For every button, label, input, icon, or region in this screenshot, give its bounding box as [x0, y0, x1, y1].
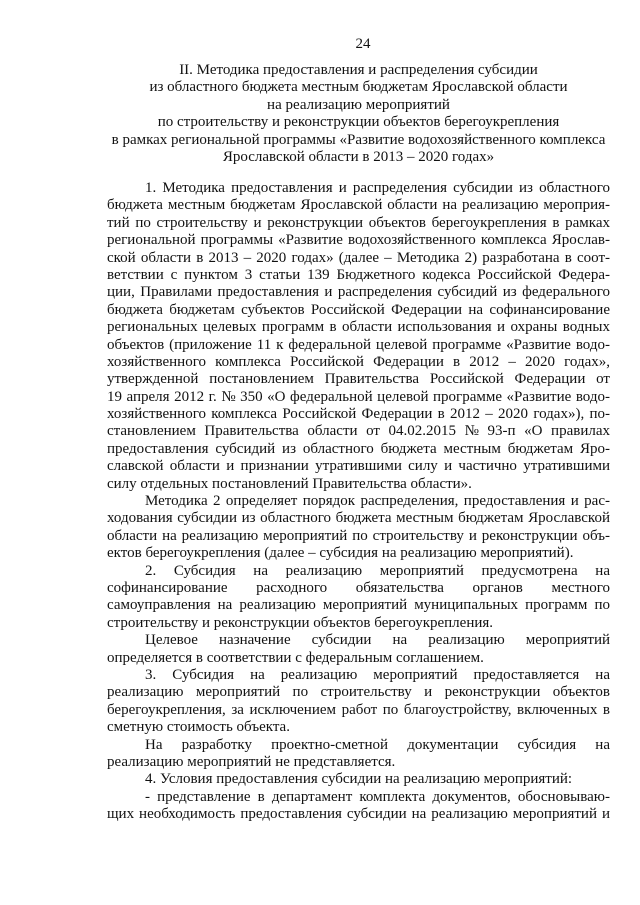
text-line: сметную стоимость объекта. — [107, 719, 290, 736]
text-line: 4. Условия предоставления субсидии на реализацию мероприятий: — [145, 771, 573, 788]
text-line: силу отдельных постановлений Правительства области». — [107, 475, 472, 492]
text-line: берегоукрепления, за исключением работ по благоустройству, включенных в — [107, 701, 610, 718]
text-line: софинансирование расходного обязательства органов местного — [107, 579, 610, 596]
text-line: Методика 2 определяет порядок распределения, предоставления и рас- — [145, 493, 610, 510]
text-line: бюджета местным бюджетам Ярославской области на реализацию мероприя- — [107, 197, 610, 214]
paragraph-2 — [107, 493, 610, 563]
section-title — [107, 62, 610, 166]
text-line: ходования субсидии из областного бюджета местным бюджетам Ярославской — [107, 510, 610, 527]
paragraph-7 — [107, 771, 610, 788]
text-line: ской области в 2013 – 2020 годах» (далее – Методика 2) разработана в соот- — [107, 249, 610, 266]
section-title-line: Ярославской области в 2013 – 2020 годах» — [222, 148, 495, 165]
text-line: 1. Методика предоставления и распределения субсидии из областного — [145, 180, 610, 196]
text-line: - представление в департамент комплекта документов, обосновываю- — [145, 788, 610, 805]
paragraph-5 — [107, 667, 610, 737]
text-line: предоставления субсидий из областного бюджета местным бюджетам Яро- — [107, 440, 610, 457]
text-line: ектов берегоукрепления (далее – субсидия на реализацию мероприятий). — [107, 545, 574, 562]
text-line: хозяйственного комплекса Российской Федерации в 2012 – 2020 годах»), по- — [107, 406, 610, 423]
page-number: 24 — [355, 36, 371, 52]
section-title-line: из областного бюджета местным бюджетам Ярославской области — [149, 79, 568, 96]
text-line: Целевое назначение субсидии на реализацию мероприятий — [145, 632, 610, 649]
text-line: реализацию мероприятий по строительству и реконструкции объектов — [107, 684, 610, 701]
text-line: определяется в соответствии с федеральным соглашением. — [107, 649, 484, 666]
text-line: славской области и признании утратившими силу и частично утратившими — [107, 458, 610, 475]
text-line: региональных целевых программ в области использования и охраны водных — [107, 319, 610, 336]
text-line: бюджета бюджетам субъектов Российской Федерации на софинансирование — [107, 301, 610, 318]
text-line: щих необходимость предоставления субсидии на реализацию мероприятий и — [107, 806, 610, 823]
section-title-line: II. Методика предоставления и распределения субсидии — [179, 62, 538, 78]
section-title-line: на реализацию мероприятий — [267, 96, 450, 113]
text-line: самоуправления на реализацию мероприятий муниципальных программ по — [107, 597, 610, 614]
text-line: становлением Правительства области от 04.02.2015 № 93-п «О правилах — [107, 423, 610, 440]
text-line: строительству и реконструкции объектов берегоукрепления. — [107, 614, 494, 631]
text-line: области на реализацию мероприятий по строительству и реконструкции объ- — [107, 527, 610, 544]
text-line: тий по строительству и реконструкции объектов берегоукрепления в рамках — [107, 214, 610, 231]
paragraph-8 — [107, 789, 610, 824]
text-line: реализацию мероприятий не представляется. — [107, 753, 396, 770]
text-line: 2. Субсидия на реализацию мероприятий предусмотрена на — [145, 562, 610, 579]
paragraph-1 — [107, 180, 610, 493]
text-line: ции, Правилами предоставления и распределения субсидий из федерального — [107, 284, 610, 301]
body-text — [107, 180, 610, 823]
paragraph-3 — [107, 563, 610, 633]
text-line: 19 апреля 2012 г. № 350 «О федеральной целевой программе «Развитие водо- — [107, 388, 610, 405]
text-line: региональной программы «Развитие водохозяйственного комплекса Ярослав- — [107, 232, 610, 249]
text-line: объектов (приложение 11 к федеральной целевой программе «Развитие водо- — [107, 336, 610, 353]
section-title-line: по строительству и реконструкции объектов берегоукрепления — [157, 114, 560, 131]
text-line: 3. Субсидия на реализацию мероприятий предоставляется на — [145, 666, 610, 683]
text-line: хозяйственного комплекса Российской Федерации в 2012 – 2020 годах», — [107, 353, 610, 370]
text-line: На разработку проектно-сметной документации субсидия на — [145, 736, 610, 753]
paragraph-4 — [107, 632, 610, 667]
paragraph-6 — [107, 737, 610, 772]
section-title-line: в рамках региональной программы «Развитие водохозяйственного комплекса — [111, 131, 606, 148]
text-line: ветствии с пунктом 3 статьи 139 Бюджетного кодекса Российской Федера- — [107, 266, 610, 283]
text-line: утвержденной постановлением Правительства Российской Федерации от — [107, 371, 610, 388]
